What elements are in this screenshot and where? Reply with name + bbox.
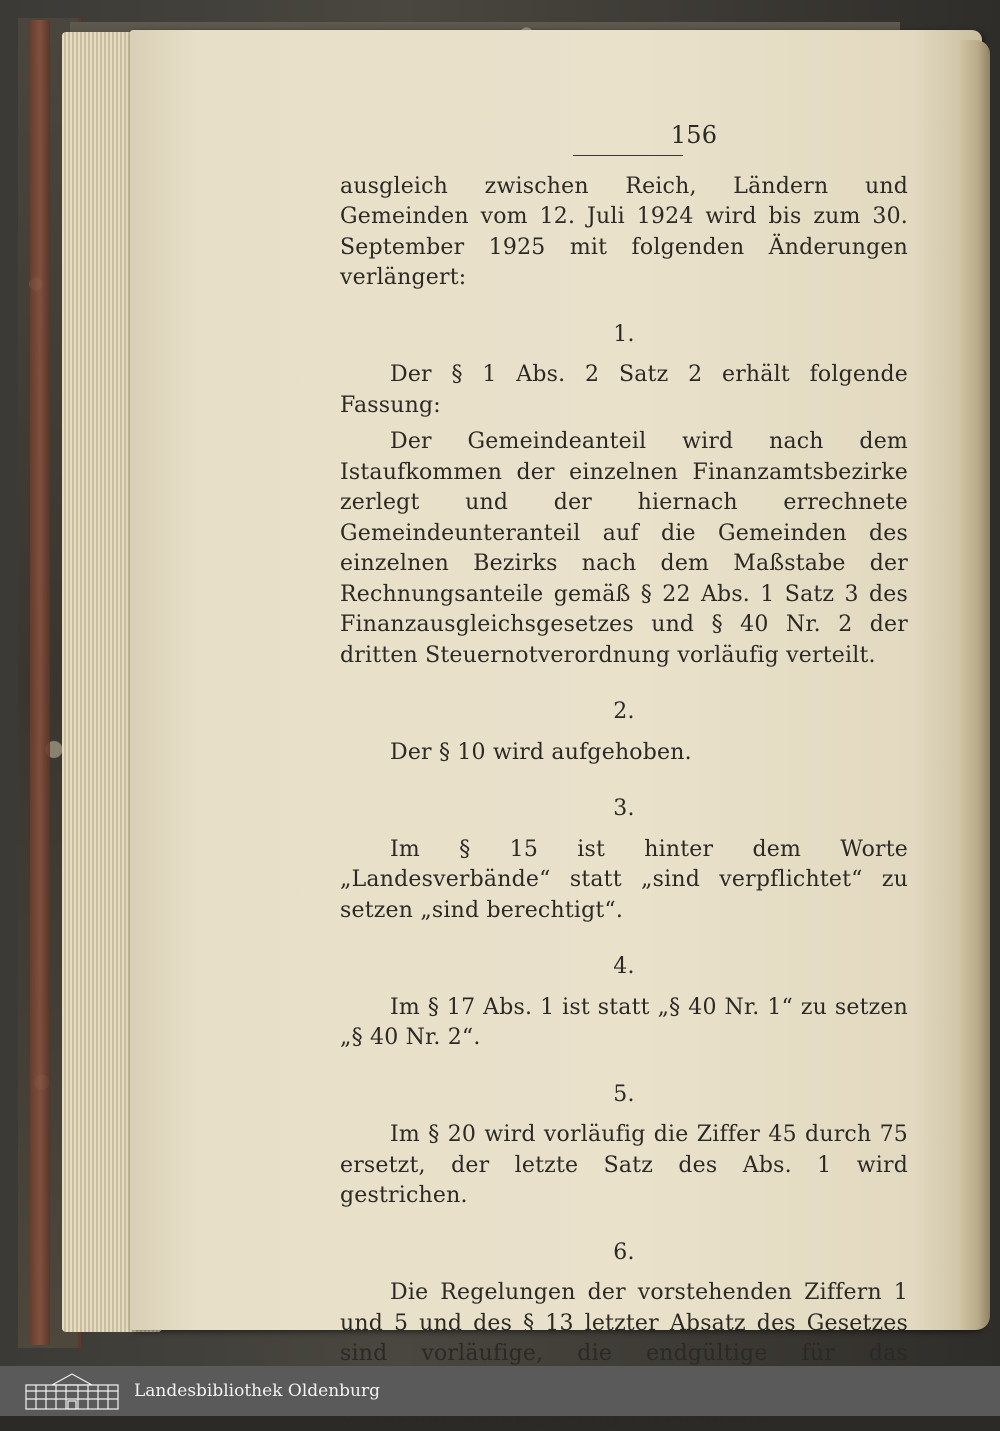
section-number-6: 6. [613,1239,635,1265]
page-number-rule [573,155,683,156]
section-2-text: Der § 10 wird aufgehoben. [390,739,692,765]
section-3-text: Im § 15 ist hinter dem Worte „Landesverbände“ statt „sind verpflichtet“ zu setzen „sind berechtigt“. [340,836,908,923]
section-4-text: Im § 17 Abs. 1 ist statt „§ 40 Nr. 1“ zu setzen „§ 40 Nr. 2“. [340,994,908,1050]
footer-bar [0,1366,1000,1416]
leather-spine [30,20,50,1345]
section-number-3: 3. [613,796,635,821]
section-1-text: Der § 1 Abs. 2 Satz 2 erhält folgende Fassung: [340,362,908,418]
section-number-4: 4. [613,954,635,979]
section-number-1: 1. [613,321,635,347]
section-5-text: Im § 20 wird vorläufig die Ziffer 45 durch 75 ersetzt, der letzte Satz des Abs. 1 wird gestrichen. [340,1122,908,1208]
section-number-5: 5. [613,1081,635,1107]
intro-paragraph: ausgleich zwischen Reich, Ländern und Gemeinden vom 12. Juli 1924 wird bis zum 30. September 1925 mit folgenden Änderungen verlängert: [340,173,908,290]
library-name[interactable]: Landesbibliothek Oldenburg [134,1381,381,1401]
page-curl-edge [960,40,990,1330]
section-number-2: 2. [613,699,635,724]
section-6-text: Die Regelungen der vorstehenden Ziffern 1 und 5 und des § 13 letzter Absatz des Gesetzes sind vorläufige, die endgültige für das [340,1280,908,1366]
library-building-icon[interactable] [22,1371,122,1411]
page-text [340,120,908,1431]
page-number: 156 [670,121,718,149]
section-1-quote: Der Gemeindeanteil wird nach dem Istaufkommen der einzelnen Finanzamtsbezirke zerlegt und der hiernach errechnete Gemeindeunteranteil auf die Gemeinden des einzelnen Bezirks nach dem Maßstabe der Rechnungsanteile gemäß § 22 Abs. 1 Satz 3 des Finanzausgleichsgesetzes und § 40 Nr. 2 der dritten Steuernotverordnung vorläufig verteilt. [340,429,908,668]
